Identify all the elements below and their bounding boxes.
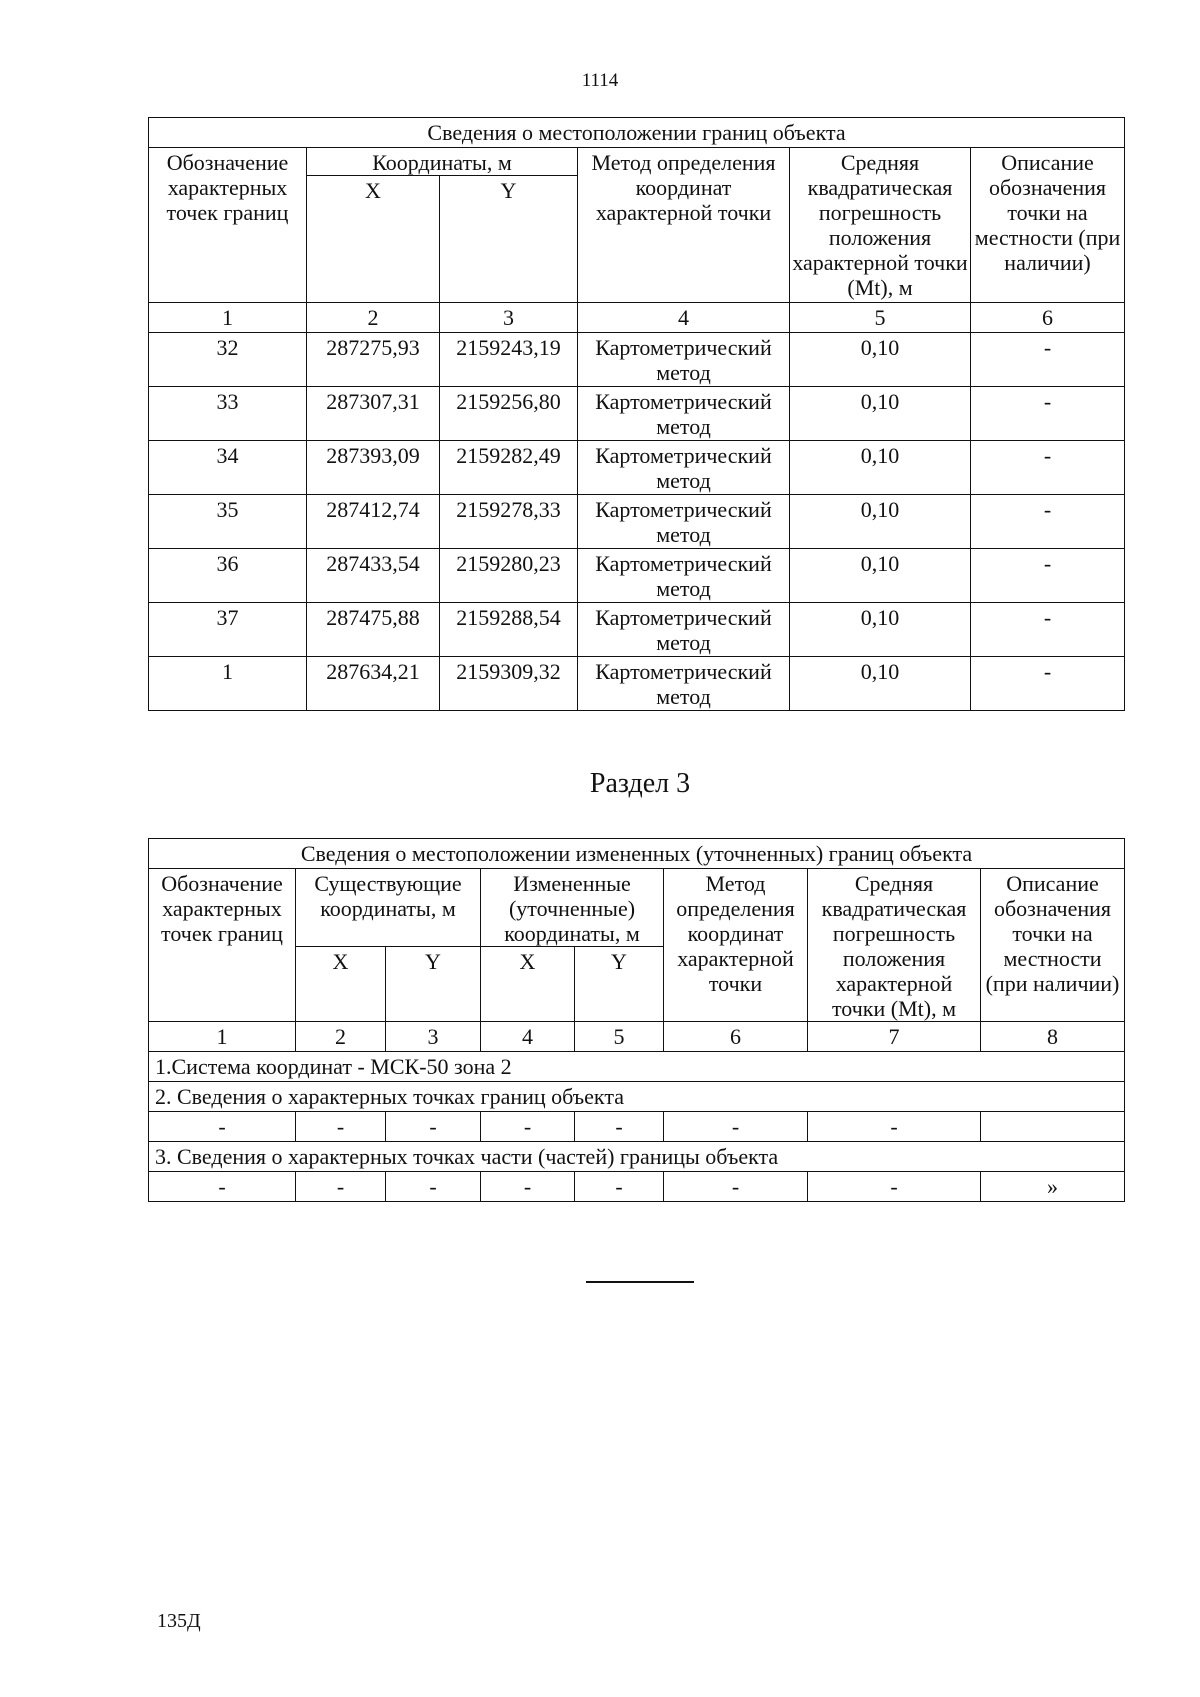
column-number-row [149,1022,1125,1052]
column-number: 2 [307,303,440,333]
table-row [149,1112,1125,1142]
column-number: 4 [578,303,790,333]
table-title: Сведения о местоположении границ объекта [149,118,1125,148]
boundary-table [148,117,1125,711]
table-row [149,441,1125,495]
column-number: 7 [808,1022,981,1052]
header-existing-y: Y [386,947,481,1022]
part-boundary-section: 3. Сведения о характерных точках части (частей) границы объекта [149,1142,1125,1172]
column-number: 6 [971,303,1125,333]
table-cell: - [481,1112,575,1142]
table-row [149,549,1125,603]
column-number-row [149,303,1125,333]
cell-x: 287433,54 [307,549,440,603]
column-number: 5 [790,303,971,333]
column-number: 4 [481,1022,575,1052]
cell-x: 287412,74 [307,495,440,549]
header-changed-y: Y [575,947,664,1022]
cell-method: Картометрический метод [578,603,790,657]
header-coordinates: Координаты, м [307,148,578,176]
cell-error: 0,10 [790,333,971,387]
cell-method: Картометрический метод [578,495,790,549]
table-cell [981,1112,1125,1142]
header-existing-coordinates: Существующие координаты, м [296,869,481,947]
table-row [149,603,1125,657]
table-cell: - [296,1172,386,1202]
table-cell: - [481,1172,575,1202]
table-row [149,387,1125,441]
header-row [149,869,1125,947]
coordinate-system-row: 1.Система координат - МСК-50 зона 2 [149,1052,1125,1082]
cell-point: 1 [149,657,307,711]
column-number: 1 [149,303,307,333]
cell-method: Картометрический метод [578,333,790,387]
cell-description: - [971,387,1125,441]
cell-y: 2159278,33 [440,495,578,549]
cell-x: 287307,31 [307,387,440,441]
column-number: 6 [664,1022,808,1052]
cell-y: 2159282,49 [440,441,578,495]
cell-error: 0,10 [790,387,971,441]
cell-point: 32 [149,333,307,387]
cell-y: 2159256,80 [440,387,578,441]
cell-description: - [971,333,1125,387]
column-number: 8 [981,1022,1125,1052]
cell-error: 0,10 [790,603,971,657]
header-changed-x: X [481,947,575,1022]
cell-method: Картометрический метод [578,441,790,495]
table-cell: - [149,1112,296,1142]
cell-x: 287393,09 [307,441,440,495]
table-title-row [149,839,1125,869]
header-error: Средняя квадратическая погрешность положения характерной точки (Mt), м [790,148,971,303]
table-cell: - [808,1112,981,1142]
cell-description: - [971,657,1125,711]
header-existing-x: X [296,947,386,1022]
table-cell: - [296,1112,386,1142]
cell-x: 287275,93 [307,333,440,387]
column-number: 3 [386,1022,481,1052]
header-changed-coordinates: Измененные (уточненные) координаты, м [481,869,664,947]
cell-x: 287475,88 [307,603,440,657]
table-row [149,1172,1125,1202]
column-number: 5 [575,1022,664,1052]
cell-x: 287634,21 [307,657,440,711]
table-cell: - [575,1172,664,1202]
cell-y: 2159309,32 [440,657,578,711]
header-method: Метод определения координат характерной точки [578,148,790,303]
section-row [149,1082,1125,1112]
header-method: Метод определения координат характерной точки [664,869,808,1022]
cell-y: 2159243,19 [440,333,578,387]
cell-description: - [971,441,1125,495]
section-row [149,1052,1125,1082]
cell-y: 2159288,54 [440,603,578,657]
column-number: 2 [296,1022,386,1052]
cell-point: 37 [149,603,307,657]
cell-error: 0,10 [790,495,971,549]
cell-point: 34 [149,441,307,495]
cell-error: 0,10 [790,441,971,495]
cell-point: 33 [149,387,307,441]
table-title: Сведения о местоположении измененных (уточненных) границ объекта [149,839,1125,869]
boundary-points-section: 2. Сведения о характерных точках границ объекта [149,1082,1125,1112]
header-x: X [307,176,440,303]
changed-boundary-table [148,838,1125,1202]
column-number: 1 [149,1022,296,1052]
table-cell: - [808,1172,981,1202]
cell-method: Картометрический метод [578,549,790,603]
cell-error: 0,10 [790,657,971,711]
header-description: Описание обозначения точки на местности (при наличии) [981,869,1125,1022]
table-row [149,657,1125,711]
column-number: 3 [440,303,578,333]
table-row [149,495,1125,549]
page-number: 1114 [581,70,619,91]
cell-point: 35 [149,495,307,549]
header-row [149,148,1125,176]
header-point: Обозначение характерных точек границ [149,869,296,1022]
header-y: Y [440,176,578,303]
cell-error: 0,10 [790,549,971,603]
divider-line [586,1281,694,1283]
table-cell: - [575,1112,664,1142]
table-title-row [149,118,1125,148]
footer-code: 135Д [157,1610,201,1632]
cell-description: - [971,495,1125,549]
section-heading: Раздел 3 [589,768,691,799]
cell-description: - [971,603,1125,657]
cell-description: - [971,549,1125,603]
table-row [149,333,1125,387]
cell-y: 2159280,23 [440,549,578,603]
cell-method: Картометрический метод [578,657,790,711]
cell-point: 36 [149,549,307,603]
table-cell: » [981,1172,1125,1202]
table-cell: - [664,1172,808,1202]
section-row [149,1142,1125,1172]
header-description: Описание обозначения точки на местности (при наличии) [971,148,1125,303]
table-cell: - [386,1112,481,1142]
table-cell: - [664,1112,808,1142]
table-cell: - [386,1172,481,1202]
header-point: Обозначение характерных точек границ [149,148,307,303]
header-error: Средняя квадратическая погрешность положения характерной точки (Mt), м [808,869,981,1022]
table-cell: - [149,1172,296,1202]
cell-method: Картометрический метод [578,387,790,441]
